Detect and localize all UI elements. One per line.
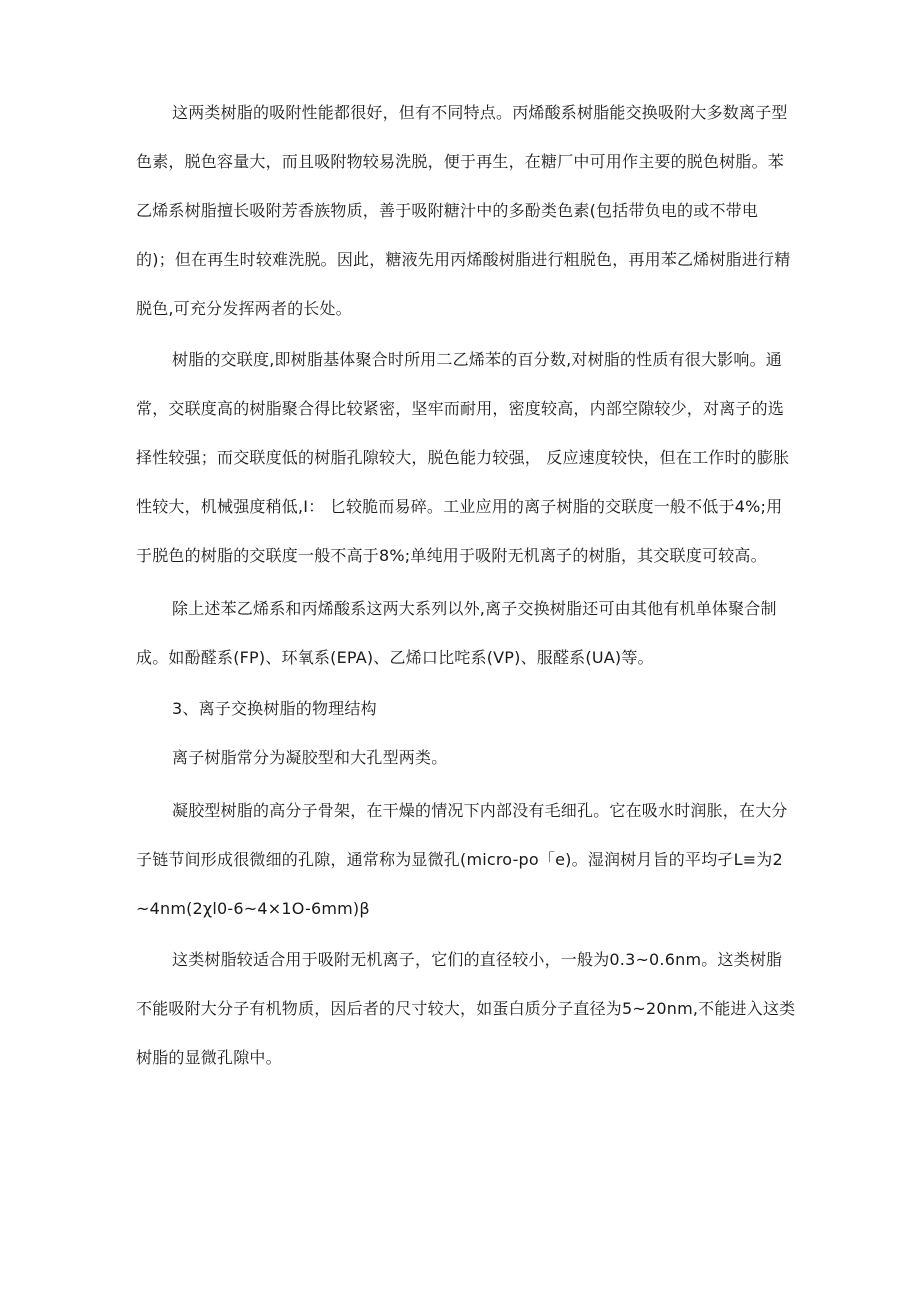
paragraph-gel-type: 凝胶型树脂的高分子骨架，在干燥的情况下内部没有毛细孔。它在吸水时润胀，在大分子链节间形成很微细的孔隙，通常称为显微孔(micro-po「e)。湿润树月旨的平均孑L≡为2~4nm(2χl0-6~4×1O-6mm)β [136,801,788,918]
paragraph-resin-types: 离子树脂常分为凝胶型和大孔型两类。 [172,748,448,767]
paragraph-other-monomers: 除上述苯乙烯系和丙烯酸系这两大系列以外,离子交换树脂还可由其他有机单体聚合制成。如酚醛系(FP)、环氧系(EPA)、乙烯口比咤系(VP)、服醛系(UA)等。 [136,599,777,667]
section-heading-physical-structure: 3、离子交换树脂的物理结构 [172,699,377,718]
paragraph-crosslinking: 树脂的交联度,即树脂基体聚合时所用二乙烯苯的百分数,对树脂的性质有很大影响。通常，交联度高的树脂聚合得比较紧密，坚牢而耐用，密度较高，内部空隙较少，对离子的选择性较强；而交联度低的树脂孔隙较大，脱色能力较强， 反应速度较快，但在工作时的膨胀性较大，机械强度稍低,I： 匕较脆而易碎。工业应用的离子树脂的交联度一般不低于4%;用于脱色的树脂的交联度一般不高于8%;单纯用于吸附无机离子的树脂，其交联度可较高。 [136,350,790,565]
paragraph-resin-adsorption: 这两类树脂的吸附性能都很好，但有不同特点。丙烯酸系树脂能交换吸附大多数离子型色素，脱色容量大，而且吸附物较易洗脱，便于再生，在糖厂中可用作主要的脱色树脂。苯乙烯系树脂擅长吸附芳香族物质，善于吸附糖汁中的多酚类色素(包括带负电的或不带电的)；但在再生时较难洗脱。因此，糖液先用丙烯酸树脂进行粗脱色，再用苯乙烯树脂进行精脱色,可充分发挥两者的长处。 [136,103,791,318]
document-body [136,88,796,1082]
paragraph-inorganic-ions: 这类树脂较适合用于吸附无机离子，它们的直径较小，一般为0.3~0.6nm。这类树脂不能吸附大分子有机物质，因后者的尺寸较大，如蛋白质分子直径为5~20nm,不能进入这类树脂的显微孔隙中。 [136,950,796,1067]
